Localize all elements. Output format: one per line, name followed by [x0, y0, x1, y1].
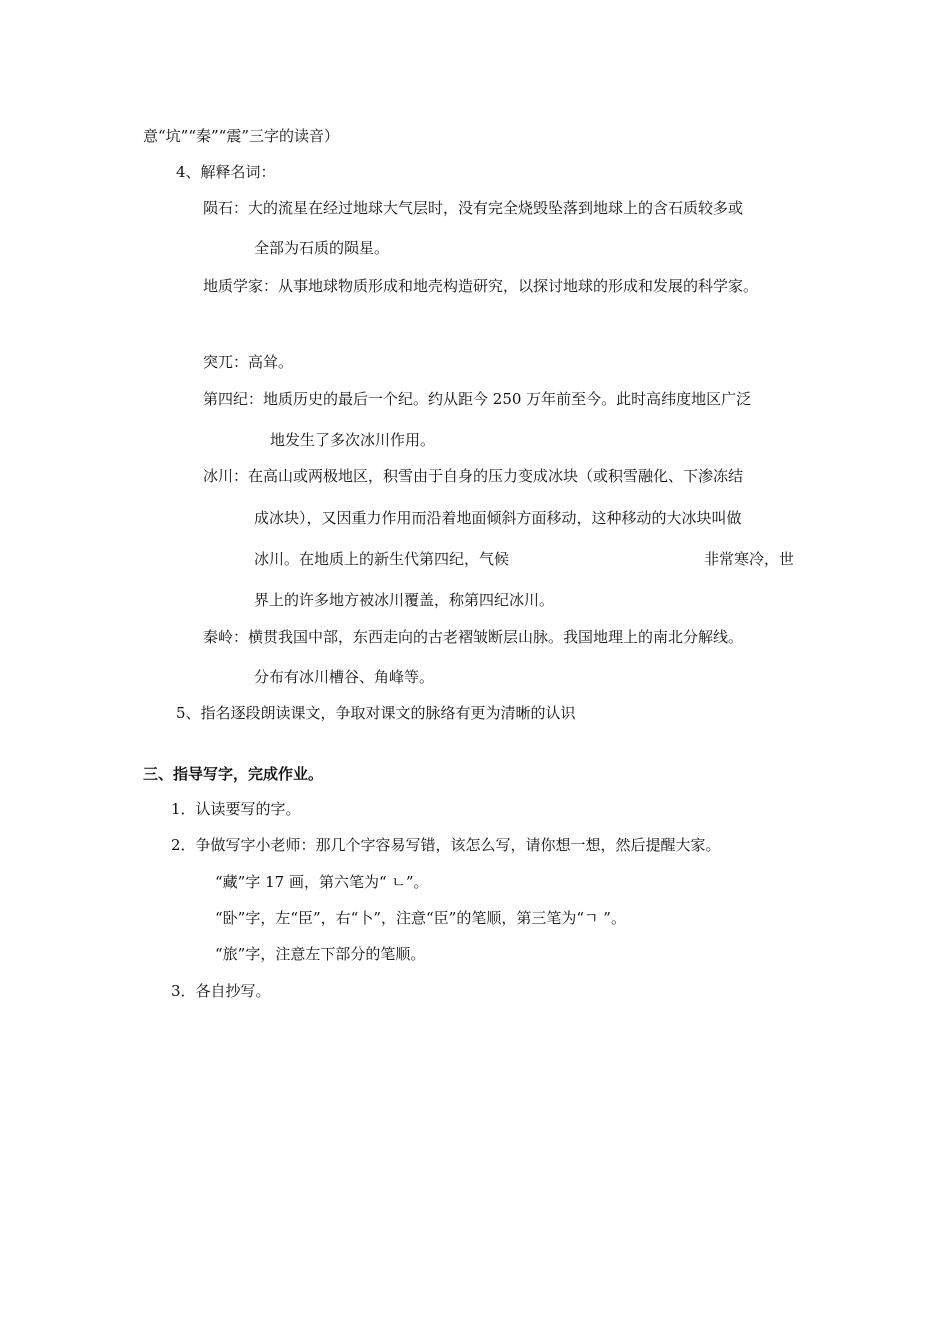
term-glacier	[203, 466, 743, 486]
term-definition: 在高山或两极地区，积雪由于自身的压力变成冰块（或积雪融化、下渗冻结	[248, 467, 744, 485]
note-lv: “旅”字，注意左下部分的笔顺。	[215, 945, 426, 963]
term-definition: 从事地球物质形成和地壳构造研究，以探讨地球的形成和发展的科学家。	[278, 277, 759, 295]
term-definition: 高耸。	[248, 353, 294, 371]
step-2: 2．争做写字小老师：那几个字容易写错，该怎么写，请你想一想，然后提醒大家。	[171, 836, 721, 854]
term-definition: 大的流星在经过地球大气层时，没有完全烧毁坠落到地球上的含石质较多或	[248, 199, 744, 217]
term-geologist	[203, 276, 758, 296]
term-label: 突兀：	[203, 353, 249, 371]
term-meteorite	[203, 198, 743, 218]
term-qinling	[203, 627, 743, 647]
term-label: 秦岭：	[203, 628, 249, 646]
item4-heading: 4、解释名词：	[176, 163, 276, 181]
term-towering	[203, 352, 293, 372]
term-definition-cont	[254, 549, 509, 569]
step-3: 3．各自抄写。	[171, 982, 271, 1000]
term-label: 第四纪：	[203, 390, 264, 408]
term-definition-cont: 全部为石质的陨星。	[254, 239, 390, 257]
note-cang: “藏”字 17 画，第六笔为“ ㄴ”。	[215, 873, 429, 891]
item5-line: 5、指名逐段朗读课文，争取对课文的脉络有更为清晰的认识	[176, 704, 576, 722]
term-definition-part: 冰川。在地质上的新生代第四纪，气候	[254, 550, 510, 568]
term-definition: 地质历史的最后一个纪。约从距今 250 万年前至今。此时高纬度地区广泛	[263, 390, 752, 408]
step-1: 1．认读要写的字。	[171, 800, 301, 818]
term-definition-cont: 界上的许多地方被冰川覆盖，称第四纪冰川。	[254, 591, 555, 609]
term-label: 陨石：	[203, 199, 249, 217]
term-definition-cont: 成冰块），又因重力作用而沿着地面倾斜方面移动，这种移动的大冰块叫做	[254, 509, 742, 527]
section3-heading: 三、指导写字，完成作业。	[143, 765, 324, 783]
term-definition-cont: 分布有冰川槽谷、角峰等。	[254, 668, 435, 686]
continuation-line: 意“坑”“秦”“震”三字的读音）	[143, 127, 340, 145]
term-definition: 横贯我国中部，东西走向的古老褶皱断层山脉。我国地理上的南北分解线。	[248, 628, 744, 646]
term-label: 地质学家：	[203, 277, 279, 295]
term-definition-cont: 地发生了多次冰川作用。	[270, 431, 436, 449]
term-quaternary	[203, 389, 751, 409]
note-wo: “卧”字，左“臣”，右“卜”，注意“臣”的笔顺，第三笔为“ㄱ ”。	[215, 909, 626, 927]
term-definition-part: 非常寒冷，世	[704, 550, 795, 568]
term-label: 冰川：	[203, 467, 249, 485]
